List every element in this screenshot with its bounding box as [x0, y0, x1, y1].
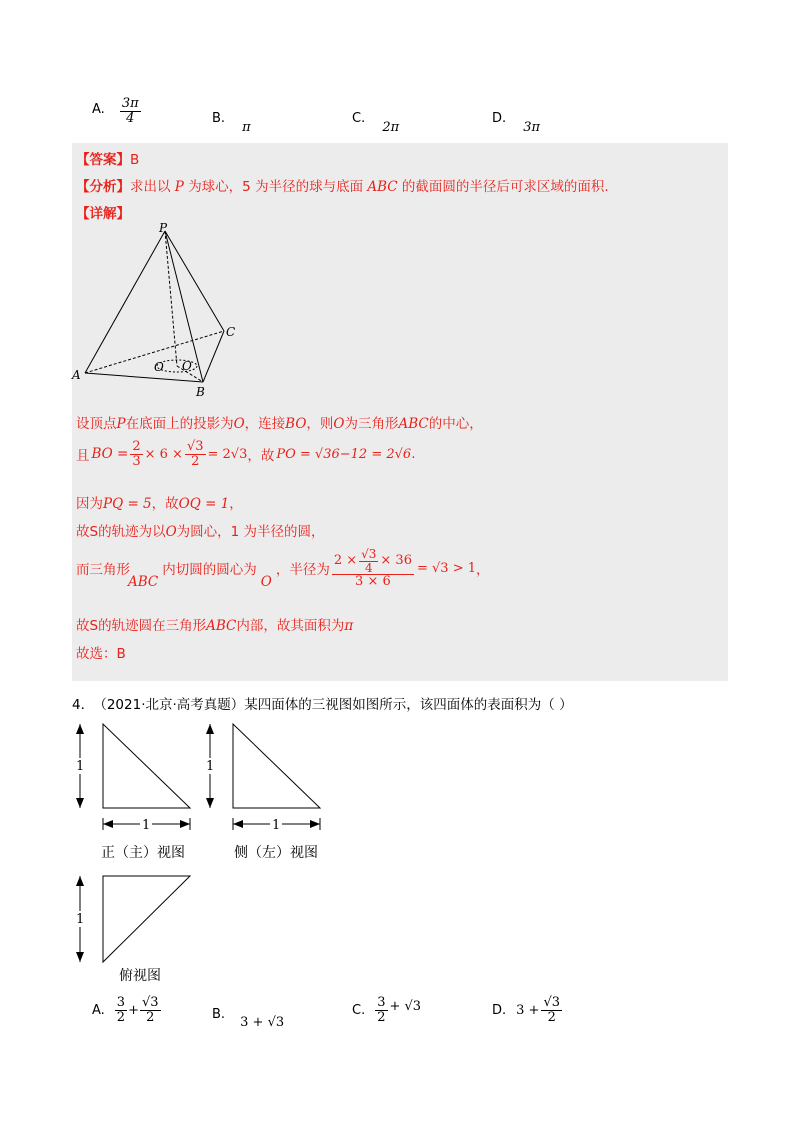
text: ，则	[306, 416, 334, 432]
arrow-up	[76, 876, 84, 886]
math-var: O	[233, 416, 245, 432]
math-var: π	[344, 618, 354, 634]
top-view-figure	[70, 870, 200, 970]
text: 内部，故其面积为	[236, 618, 345, 634]
option-value: π	[242, 120, 251, 135]
math-expr: × 6 ×	[144, 446, 183, 462]
option-letter: A.	[92, 1002, 105, 1018]
q3-option-d	[492, 110, 541, 135]
fraction	[375, 996, 387, 1024]
answer-value: B	[130, 152, 140, 168]
option-letter: A.	[92, 101, 105, 117]
math-expr: + √3	[389, 998, 422, 1014]
analysis-tag: 【分析】	[76, 179, 130, 195]
fraction-numerator: 3	[377, 995, 386, 1010]
fraction-denominator: 2	[146, 1009, 155, 1025]
text: .	[411, 446, 416, 463]
arrow-up	[76, 724, 84, 734]
q4-option-a	[92, 996, 161, 1024]
math-expr: PO = √36−12 = 2√6	[276, 446, 412, 462]
label-o: O	[154, 360, 164, 374]
option-letter: C.	[352, 1002, 366, 1018]
arrow-right	[310, 820, 320, 828]
fraction	[140, 996, 161, 1024]
detail-tag: 【详解】	[76, 206, 130, 222]
top-view-triangle	[103, 876, 190, 962]
text: 设顶点	[76, 416, 117, 432]
arrow-left	[103, 820, 113, 828]
text: ，故	[151, 496, 179, 512]
math-var: P	[116, 416, 126, 432]
fraction-numerator: 3π	[121, 96, 139, 111]
fraction-numerator: 2	[132, 439, 141, 454]
option-value: 2π	[382, 120, 400, 135]
q4-option-c	[352, 996, 421, 1024]
front-view-triangle	[103, 724, 190, 808]
step-6	[76, 614, 353, 634]
side-view-figure	[200, 718, 330, 838]
math-var: ABC	[206, 618, 237, 634]
q4-stem	[72, 693, 573, 713]
math-var: ABC	[398, 416, 429, 432]
radius-fraction	[332, 548, 414, 589]
fraction-denominator: 4	[364, 560, 373, 575]
math-expr: 2 ×	[333, 553, 358, 569]
fraction-numerator: √3	[361, 547, 377, 561]
math-expr: OQ = 1	[178, 496, 230, 512]
option-a-fraction	[120, 97, 141, 125]
question-text: （2021·北京·高考真题）某四面体的三视图如图所示，该四面体的表面积为（ ）	[100, 697, 573, 713]
side-view-triangle	[233, 724, 320, 808]
edge-ab	[85, 373, 203, 382]
arrow-down	[206, 798, 214, 808]
text: ，故	[247, 448, 275, 465]
inner-fraction	[359, 548, 378, 574]
text: 的中心，	[428, 416, 483, 432]
fraction-denominator: 4	[126, 110, 135, 126]
arrow-down	[76, 952, 84, 962]
fraction	[115, 996, 127, 1024]
text: ，	[229, 496, 243, 512]
option-letter: B.	[212, 1007, 226, 1022]
arrow-down	[76, 798, 84, 808]
fraction-numerator	[332, 548, 414, 575]
fraction	[185, 440, 206, 468]
pyramid-figure	[70, 222, 250, 402]
fraction-denominator: 3 × 6	[355, 574, 391, 590]
analysis-text: 求出以	[130, 179, 171, 195]
fraction-denominator: 2	[377, 1009, 386, 1025]
analysis-text: 为球心，5 为半径的球与底面	[188, 179, 364, 195]
option-value: 3 + √3	[240, 1015, 285, 1030]
option-letter: D.	[492, 111, 507, 126]
option-letter: D.	[492, 1002, 507, 1018]
answer-line	[76, 148, 139, 168]
text: 因为	[76, 496, 103, 512]
math-expr: 3 +	[516, 1002, 540, 1018]
edge-bc	[203, 331, 224, 382]
math-expr: BO =	[91, 446, 129, 463]
fraction-denominator: 2	[116, 1009, 126, 1025]
height-po-hidden	[165, 231, 177, 366]
fraction-numerator: √3	[186, 439, 204, 454]
width-dim-label: 1	[272, 818, 281, 833]
text: 故选：B	[76, 646, 126, 662]
math-var: O	[165, 524, 177, 540]
fraction-denominator: 3	[132, 453, 141, 469]
fraction-denominator: 2	[191, 453, 200, 469]
math-expr: = 2√3	[207, 446, 248, 462]
label-p: P	[159, 222, 168, 235]
step-3	[76, 492, 243, 512]
text: 内切圆的圆心为	[162, 562, 257, 579]
q3-option-b	[212, 110, 251, 135]
text: ，连接	[244, 416, 286, 432]
answer-tag: 【答案】	[76, 152, 130, 168]
text: 的轨迹为以	[98, 524, 166, 540]
fraction-numerator: 3	[116, 995, 126, 1010]
text: 故	[76, 618, 90, 634]
step-2	[76, 440, 415, 468]
math-var: S	[89, 524, 99, 540]
math-var: P	[174, 179, 184, 195]
option-letter: B.	[212, 111, 226, 126]
step-1	[76, 412, 483, 432]
math-var: ABC	[367, 179, 398, 195]
fraction-numerator: √3	[543, 995, 561, 1010]
q4-option-b	[212, 1005, 285, 1030]
math-expr: × 36	[380, 553, 412, 569]
text: 故	[76, 524, 90, 540]
analysis-line	[76, 175, 609, 195]
step-5	[76, 548, 490, 589]
text: 为三角形	[344, 416, 399, 432]
math-expr: +	[128, 1002, 139, 1018]
math-var: S	[89, 618, 99, 634]
label-c: C	[226, 325, 236, 339]
option-letter: C.	[352, 111, 366, 126]
fraction	[541, 996, 562, 1024]
fraction-denominator: 2	[547, 1009, 556, 1025]
arrow-up	[206, 724, 214, 734]
q3-option-c	[352, 110, 400, 135]
width-dim-label: 1	[142, 818, 151, 833]
q4-option-d	[492, 996, 562, 1024]
step-4	[76, 520, 325, 540]
label-b: B	[196, 385, 205, 399]
edge-pc	[165, 231, 224, 331]
height-dim-label: 1	[76, 912, 85, 927]
label-o-center: O	[182, 359, 192, 373]
front-view-caption: 正（主）视图	[101, 845, 185, 861]
analysis-text: 的截面圆的半径后可求区域的面积.	[401, 179, 609, 195]
math-expr: = √3 > 1	[416, 560, 476, 576]
fraction	[130, 440, 142, 468]
math-var: O	[260, 574, 272, 591]
fraction-numerator: √3	[141, 995, 159, 1010]
math-var: O	[333, 416, 345, 432]
top-view-caption: 俯视图	[119, 968, 161, 984]
q3-option-a	[92, 97, 141, 125]
text: 为圆心，1 为半径的圆，	[176, 524, 325, 540]
math-var: ABC	[128, 574, 159, 591]
text: ，半径为	[275, 562, 330, 579]
front-view-figure	[70, 718, 200, 838]
math-var: BO	[285, 416, 307, 432]
text: 的轨迹圆在三角形	[98, 618, 207, 634]
detail-line	[76, 202, 130, 222]
label-a: A	[72, 368, 81, 382]
text: 且	[76, 448, 90, 465]
height-dim-label: 1	[206, 759, 215, 774]
arrow-right	[180, 820, 190, 828]
step-7	[76, 642, 126, 662]
text: ，	[476, 562, 490, 579]
option-value: 3π	[523, 120, 541, 135]
text: 而三角形	[76, 562, 130, 579]
arrow-left	[233, 820, 243, 828]
side-view-caption: 侧（左）视图	[234, 845, 318, 861]
text: 在底面上的投影为	[125, 416, 234, 432]
question-number: 4．	[72, 697, 95, 713]
math-expr: PQ = 5	[103, 496, 152, 512]
height-dim-label: 1	[76, 759, 85, 774]
edge-pa	[85, 231, 165, 373]
